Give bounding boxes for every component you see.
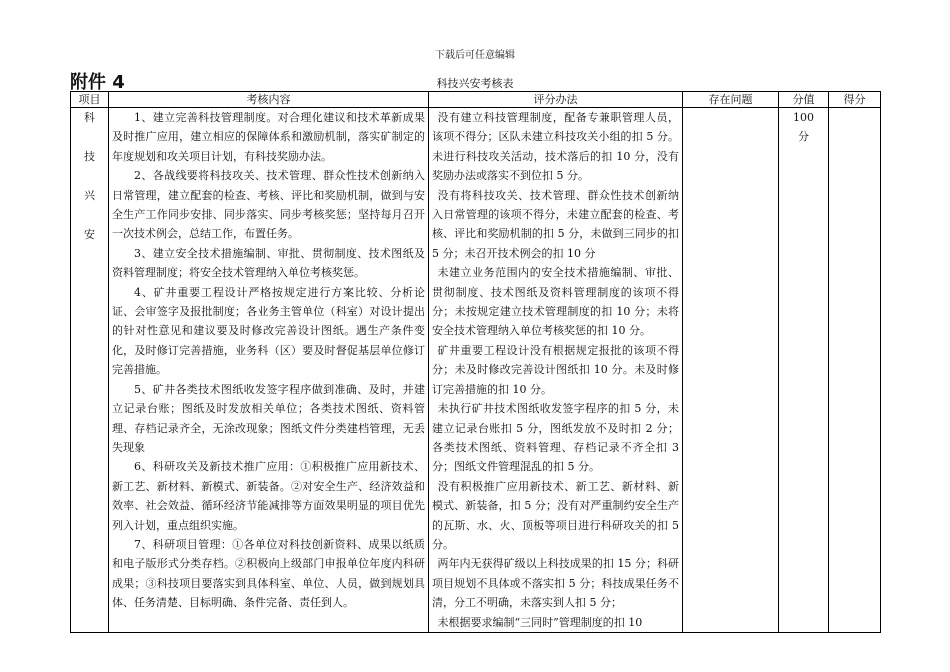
method-paragraph: 未建立业务范围内的安全技术措施编制、审批、贯彻制度、技术图纸及资料管理制度的该项不得分；未按规定建立技术管理制度的扣 10 分；未将安全技术管理纳入单位考核奖惩的扣 10 分。 bbox=[432, 266, 679, 338]
method-paragraph: 未根据要求编制“三同时”管理制度的扣 10 bbox=[437, 615, 643, 629]
item-char: 安 bbox=[84, 228, 95, 241]
annex-label: 附件 4 bbox=[70, 72, 125, 93]
document-title: 科技兴安考核表 bbox=[436, 77, 514, 90]
issues-cell bbox=[683, 108, 779, 633]
content-paragraph: 5、矿井各类技术图纸收发签字程序做到准确、及时，并建立记录台账；图纸及时发放相关单位；各类技术图纸、资料管理、存档记录齐全，无涂改现象；图纸文件分类建档管理，无丢失现象 bbox=[112, 382, 425, 454]
header-note: 下载后可任意编辑 bbox=[435, 50, 515, 61]
content-paragraph: 4、矿井重要工程设计严格按规定进行方案比较、分析论证、会审签字及报批制度；各业务主管单位（科室）对设计提出的针对性意见和建议要及时修改完善设计图纸。遇生产条件变化，及时修订完善措施，业务科（区）要及时督促基层单位修订完善措施。 bbox=[112, 285, 425, 377]
content-cell bbox=[109, 108, 429, 633]
item-cell bbox=[71, 108, 109, 633]
col-header-earned: 得分 bbox=[829, 92, 881, 108]
col-header-content: 考核内容 bbox=[109, 92, 429, 108]
method-paragraph: 未执行矿井技术图纸收发签字程序的扣 5 分，未建立记录台账扣 5 分，图纸发放不及时扣 2 分；各类技术图纸、资料管理、存档记录不齐全扣 3 分；图纸文件管理混乱的扣 5 分。 bbox=[432, 402, 679, 474]
method-paragraph: 没有积极推广应用新技术、新工艺、新材料、新模式、新装备，扣 5 分；没有对严重制约安全生产的瓦斯、水、火、顶板等项目进行科研攻关的扣 5 分。 bbox=[432, 479, 679, 551]
method-paragraph: 两年内无获得矿级以上科技成果的扣 15 分；科研项目规划不具体或不落实扣 5 分；科技成果任务不清，分工不明确，未落实到人扣 5 分； bbox=[432, 557, 679, 610]
col-header-score: 分值 bbox=[779, 92, 829, 108]
item-char: 技 bbox=[84, 150, 95, 163]
item-char: 兴 bbox=[84, 189, 95, 202]
content-paragraph: 3、建立安全技术措施编制、审批、贯彻制度、技术图纸及资料管理制度；将安全技术管理纳入单位考核奖惩。 bbox=[112, 246, 425, 280]
col-header-issues: 存在问题 bbox=[683, 92, 779, 108]
col-header-item: 项目 bbox=[71, 92, 109, 108]
table-header-row bbox=[71, 92, 881, 108]
method-paragraph: 没有将科技攻关、技术管理、群众性技术创新纳入日常管理的该项不得分，未建立配套的检查、考核、评比和奖励机制的扣 5 分，未做到三同步的扣 5 分；未召开技术例会的扣 10 分 bbox=[432, 188, 679, 260]
content-paragraph: 2、各战线要将科技攻关、技术管理、群众性技术创新纳入日常管理，建立配套的检查、考核、评比和奖励机制，做到与安全生产工作同步安排、同步落实、同步考核奖惩；坚持每月召开一次技术例会，总结工作，布置任务。 bbox=[112, 169, 425, 241]
item-char: 科 bbox=[84, 111, 95, 124]
method-paragraph: 没有建立科技管理制度，配备专兼职管理人员，该项不得分；区队未建立科技攻关小组的扣 5 分。未进行科技攻关活动，技术落后的扣 10 分，没有奖励办法或落实不到位扣 5 分。 bbox=[432, 111, 679, 183]
score-cell: 100 分 bbox=[779, 108, 829, 633]
content-paragraph: 1、建立完善科技管理制度。对合理化建议和技术革新成果及时推广应用，建立相应的保障体系和激励机制，落实矿制定的年度规划和攻关项目计划，有科技奖励办法。 bbox=[112, 111, 425, 163]
method-cell bbox=[429, 108, 683, 633]
content-paragraph: 6、科研攻关及新技术推广应用：①积极推广应用新技术、新工艺、新材料、新模式、新装备。②对安全生产、经济效益和效率、社会效益、循环经济节能减排等方面效果明显的项目优先列入计划，重点组织实施。 bbox=[112, 460, 425, 532]
assessment-table bbox=[70, 91, 881, 633]
col-header-method: 评分办法 bbox=[429, 92, 683, 108]
table-row bbox=[71, 108, 881, 633]
earned-cell bbox=[829, 108, 881, 633]
content-paragraph: 7、科研项目管理：①各单位对科技创新资料、成果以纸质和电子版形式分类存档。②积极向上级部门申报单位年度内科研成果；③科技项目要落实到具体科室、单位、人员，做到规划具体、任务清楚、目标明确、条件完备、责任到人。 bbox=[112, 537, 425, 610]
method-paragraph: 矿井重要工程设计没有根据规定报批的该项不得分；未及时修改完善设计图纸扣 10 分。未及时修订完善措施的扣 10 分。 bbox=[432, 343, 679, 396]
